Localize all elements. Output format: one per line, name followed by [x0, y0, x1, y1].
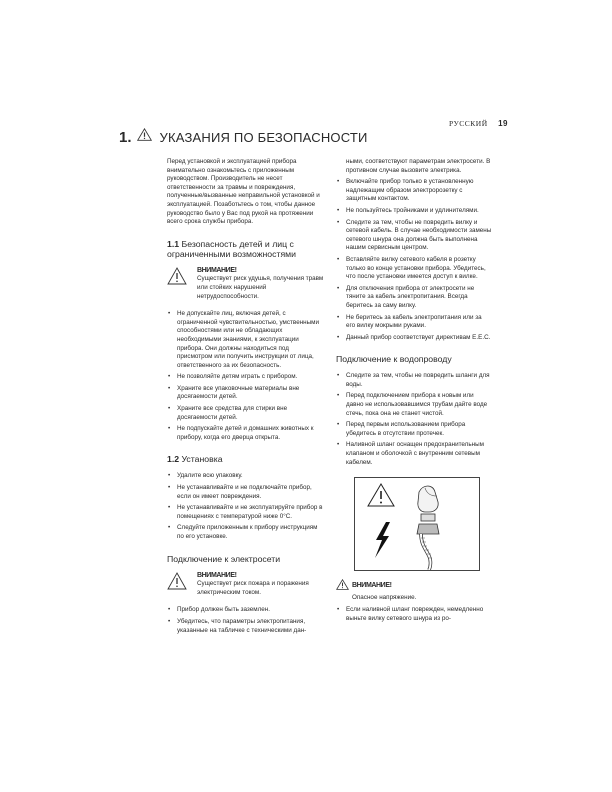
electric-heading: Подключение к электросети [167, 553, 281, 564]
list-item: • Включайте прибор только в установленную надлежащим образом электророзетку с защитным контактом. [336, 178, 492, 204]
continued-paragraph: ными, соответствуют параметрам электросети. В противном случае вызовите электрика. [346, 158, 491, 174]
right-column [336, 158, 492, 627]
warning-block [167, 572, 325, 598]
list-item: • Перед первым использованием прибора убедитесь в отсутствии протечек. [336, 421, 492, 438]
header-language: РУССКИЙ [449, 119, 488, 128]
chapter-heading [119, 128, 368, 146]
warning-triangle-icon [167, 572, 197, 598]
hose-illustration [354, 477, 480, 571]
warning-label: ВНИМАНИЕ! [352, 582, 392, 590]
section-1-1-heading [167, 239, 325, 259]
warning-text: Существует риск удушья, получения травм или стойких нарушений нетрудоспособности. [197, 275, 324, 300]
left-column [167, 158, 325, 638]
intro-paragraph: Перед установкой и эксплуатацией прибора внимательно ознакомьтесь с приложенным руководством. Производитель не несет ответственности за травмы и повреждения, полученные/вызванные неправильной установкой и эксплуатацией. Позаботьтесь о том, чтобы данное руководство было у Вас под рукой на протяжении всего срока службы прибора. [167, 158, 320, 226]
hose-safety-drawing [355, 478, 479, 570]
list-item: • Данный прибор соответствует директивам E.E.C. [336, 334, 492, 343]
section-1-2-heading [167, 454, 325, 464]
list-item: • Следуйте приложенным к прибору инструкциям по его установке. [167, 524, 325, 541]
electric-list-continued [336, 178, 492, 342]
list-item: • Удалите всю упаковку. [167, 472, 325, 481]
list-item: • Наливной шланг оснащен предохранительным клапаном и оболочкой с внутренним сетевым кабелем. [336, 441, 492, 467]
warning-block [336, 579, 492, 602]
chapter-title: УКАЗАНИЯ ПО БЕЗОПАСНОСТИ [159, 129, 368, 145]
list-item: • Не подпускайте детей и домашних животных к прибору, когда его дверца открыта. [167, 425, 325, 442]
list-item: • Не допускайте лиц, включая детей, с ограниченной чувствительностью, умственными способностями или не обладающих необходимыми знаниями, к эксплуатации прибора. Они должны находиться под присмотром или получить инструкции от лица, ответственного за их безопасность. [167, 310, 325, 370]
list-item: • Вставляйте вилку сетевого кабеля в розетку только во конце установки прибора. Убедитесь, что после установки имеется доступ к вилке. [336, 256, 492, 282]
list-item: • Не позволяйте детям играть с прибором. [167, 373, 325, 382]
warning-label: ВНИМАНИЕ! [197, 266, 237, 274]
water-list [336, 372, 492, 467]
list-item: • Не устанавливайте и не эксплуатируйте прибор в помещениях с температурой ниже 0°C. [167, 504, 325, 521]
list-item: • Если наливной шланг поврежден, немедленно выньте вилку сетевого шнура из ро- [336, 606, 492, 623]
section-title: Установка [181, 454, 223, 465]
list-item: • Прибор должен быть заземлен. [167, 606, 325, 615]
page-number: 19 [498, 119, 508, 128]
installation-list [167, 472, 325, 541]
warning-label: ВНИМАНИЕ! [197, 571, 237, 579]
hose-warning-list [336, 606, 492, 623]
list-item: • Для отключения прибора от электросети не тяните за кабель электропитания. Всегда беритесь за саму вилку. [336, 285, 492, 311]
list-item: • Перед подключением прибора к новым или давно не использовавшимся трубам дайте воде стечь, пока она не станет чистой. [336, 392, 492, 418]
list-item: • Убедитесь, что параметры электропитания, указанные на табличке с техническими дан- [167, 618, 325, 635]
page-header [449, 119, 508, 128]
list-item: • Храните все средства для стирки вне досягаемости детей. [167, 405, 325, 422]
list-item: • Не пользуйтесь тройниками и удлинителями. [336, 207, 492, 216]
warning-text: Существует риск пожара и поражения электрическим током. [197, 580, 309, 596]
list-item: • Не беритесь за кабель электропитания или за его вилку мокрыми руками. [336, 314, 492, 331]
electric-list [167, 606, 325, 635]
warning-triangle-icon [137, 128, 152, 146]
section-number: 1.2 [167, 454, 180, 465]
warning-text: Опасное напряжение. [352, 593, 417, 601]
section-number: 1.1 [167, 238, 180, 249]
section-title: Безопасность детей и лиц с ограниченными возможностями [167, 238, 296, 259]
chapter-number: 1. [119, 128, 132, 146]
list-item: • Храните все упаковочные материалы вне досягаемости детей. [167, 385, 325, 402]
list-item: • Следите за тем, чтобы не повредить шланги для воды. [336, 372, 492, 389]
warning-block [167, 267, 325, 301]
warning-triangle-icon [336, 579, 349, 594]
list-item: • Следите за тем, чтобы не повредить вилку и сетевой кабель. В случае необходимости замены сетевого шнура она должна быть выполнена нашим сервисным центром. [336, 219, 492, 253]
water-heading: Подключение к водопроводу [336, 354, 452, 365]
warning-triangle-icon [167, 267, 197, 301]
child-safety-list [167, 310, 325, 442]
list-item: • Не устанавливайте и не подключайте прибор, если он имеет повреждения. [167, 484, 325, 501]
